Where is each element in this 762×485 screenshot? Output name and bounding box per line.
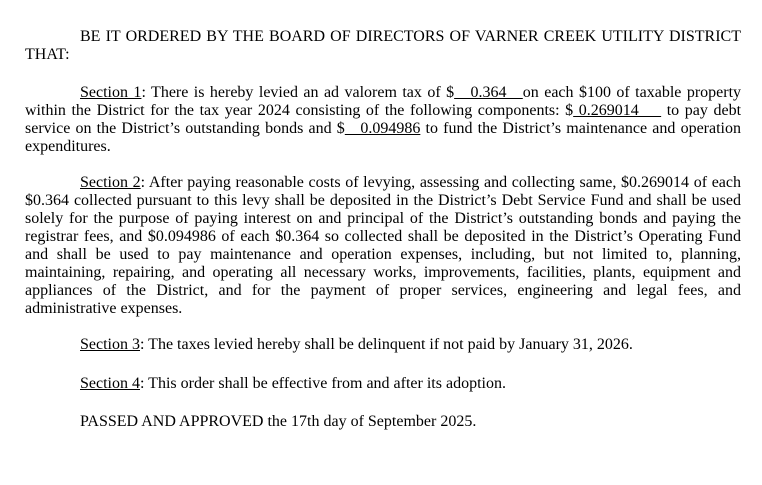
section-3-colon: : bbox=[140, 336, 145, 353]
section-2-colon: : bbox=[140, 174, 146, 191]
section-4-colon: : bbox=[140, 375, 145, 392]
passed-approved-line: PASSED AND APPROVED the 17th day of September 2025. bbox=[80, 413, 477, 430]
order-document bbox=[25, 28, 741, 431]
section-4-text: This order shall be effective from and after its adoption. bbox=[144, 375, 506, 392]
section-1-colon: : bbox=[141, 84, 146, 101]
order-heading: BE IT ORDERED BY THE BOARD OF DIRECTORS OF VARNER CREEK UTILITY DISTRICT THAT: bbox=[25, 28, 741, 63]
section-1-label: Section 1 bbox=[80, 84, 142, 101]
section-2-label: Section 2 bbox=[80, 174, 141, 191]
tax-rate-blank: 0.364 bbox=[454, 84, 523, 101]
section-3-paragraph bbox=[25, 336, 741, 354]
section-4-label: Section 4 bbox=[80, 375, 140, 392]
section-1-text-d: to fund the District’s maintenance and operation expenditures. bbox=[25, 120, 741, 155]
maintenance-rate-blank: 0.094986 bbox=[344, 120, 421, 137]
section-1-text-a: There is hereby levied an ad valorem tax of $ bbox=[145, 84, 455, 101]
debt-service-rate-blank: 0.269014 bbox=[573, 102, 662, 119]
section-1-text-b: on each $100 of taxable property within the District for the tax year 2024 consisting of the following components: $ bbox=[25, 84, 742, 119]
section-2-paragraph bbox=[25, 174, 741, 318]
section-2-text: After paying reasonable costs of levying, assessing and collecting same, $0.269014 of each $0.364 collected pursuant to this levy shall be deposited in the District’s Debt Service Fund and shall be used solely for the purpose of paying interest on and principal of the District’s outstanding bonds and paying the registrar fees, and $0.094986 of each $0.364 so collected shall be deposited in the District’s Operating Fund and shall be used to pay maintenance and operation expenses, including, but not limited to, planning, maintaining, repairing, and operating all necessary works, improvements, facilities, plants, equipment and appliances of the District, and for the payment of proper services, engineering and legal fees, and administrative expenses. bbox=[25, 174, 741, 317]
section-1-text-c: to pay debt service on the District’s outstanding bonds and $ bbox=[25, 102, 742, 137]
section-4-paragraph bbox=[25, 375, 741, 393]
section-1-paragraph bbox=[25, 84, 741, 156]
section-3-label: Section 3 bbox=[80, 336, 140, 353]
section-3-text: The taxes levied hereby shall be delinquent if not paid by January 31, 2026. bbox=[144, 336, 633, 353]
